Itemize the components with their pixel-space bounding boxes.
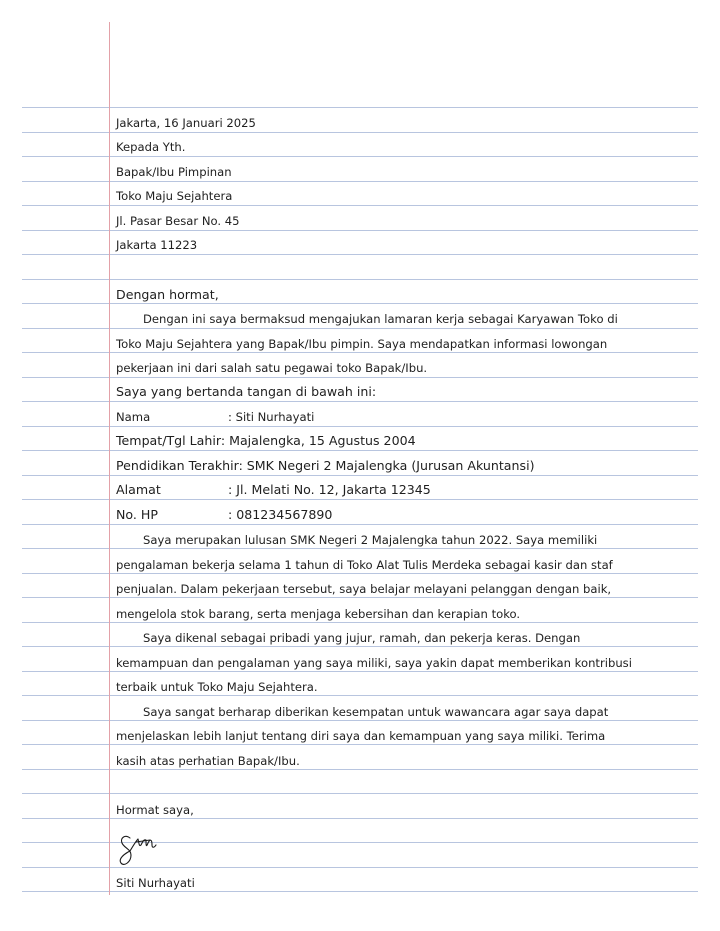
ruled-line	[22, 279, 698, 280]
identity-address-row	[116, 483, 431, 497]
ruled-line	[22, 720, 698, 721]
ruled-line	[22, 401, 698, 402]
recipient-line-5: Jakarta 11223	[116, 238, 198, 252]
opening-line-3: pekerjaan ini dari salah satu pegawai toko Bapak/Ibu.	[116, 361, 428, 375]
character-line-3: terbaik untuk Toko Maju Sejahtera.	[116, 680, 318, 694]
experience-line-3: penjualan. Dalam pekerjaan tersebut, saya belajar melayani pelanggan dengan baik,	[116, 582, 612, 596]
recipient-line-1: Kepada Yth.	[116, 140, 186, 154]
ruled-line	[22, 230, 698, 231]
identity-label: Alamat	[116, 482, 161, 497]
ruled-line	[22, 475, 698, 476]
closing-line-2: menjelaskan lebih lanjut tentang diri saya dan kemampuan yang saya miliki. Terima	[116, 729, 606, 743]
opening-line-1: Dengan ini saya bermaksud mengajukan lamaran kerja sebagai Karyawan Toko di	[143, 312, 618, 326]
identity-label: Pendidikan Terakhir	[116, 458, 239, 473]
ruled-line	[22, 328, 698, 329]
identity-label: Tempat/Tgl Lahir	[116, 433, 221, 448]
ruled-line	[22, 769, 698, 770]
ruled-line	[22, 205, 698, 206]
identity-label: No. HP	[116, 507, 158, 522]
handwritten-signature	[116, 826, 170, 872]
identity-value: : 081234567890	[228, 507, 333, 522]
experience-line-1: Saya merupakan lulusan SMK Negeri 2 Majalengka tahun 2022. Saya memiliki	[143, 533, 598, 547]
ruled-line	[22, 426, 698, 427]
identity-birth-row	[116, 434, 416, 448]
closing-line-1: Saya sangat berharap diberikan kesempatan untuk wawancara agar saya dapat	[143, 705, 609, 719]
greeting: Dengan hormat,	[116, 287, 219, 302]
identity-label: Nama	[116, 410, 151, 424]
sign-off: Hormat saya,	[116, 803, 194, 817]
ruled-line	[22, 107, 698, 108]
character-line-1: Saya dikenal sebagai pribadi yang jujur, ramah, dan pekerja keras. Dengan	[143, 631, 581, 645]
identity-value: : Majalengka, 15 Agustus 2004	[220, 433, 416, 448]
ruled-line	[22, 622, 698, 623]
ruled-line	[22, 352, 698, 353]
place-date: Jakarta, 16 Januari 2025	[116, 116, 256, 130]
recipient-line-4: Jl. Pasar Besar No. 45	[116, 214, 240, 228]
intro-line: Saya yang bertanda tangan di bawah ini:	[116, 384, 377, 399]
ruled-line	[22, 181, 698, 182]
ruled-line	[22, 818, 698, 819]
recipient-line-3: Toko Maju Sejahtera	[116, 189, 233, 203]
ruled-line	[22, 450, 698, 451]
ruled-line	[22, 695, 698, 696]
identity-name-row	[116, 410, 314, 424]
recipient-line-2: Bapak/Ibu Pimpinan	[116, 165, 232, 179]
ruled-line	[22, 377, 698, 378]
ruled-line	[22, 254, 698, 255]
identity-value: : Siti Nurhayati	[228, 410, 315, 424]
experience-line-4: mengelola stok barang, serta menjaga kebersihan dan kerapian toko.	[116, 607, 521, 621]
ruled-line	[22, 793, 698, 794]
identity-phone-row	[116, 508, 332, 522]
red-margin-line	[109, 22, 110, 895]
ruled-line	[22, 891, 698, 892]
signer-name: Siti Nurhayati	[116, 876, 195, 890]
ruled-line	[22, 646, 698, 647]
ruled-line	[22, 524, 698, 525]
closing-line-3: kasih atas perhatian Bapak/Ibu.	[116, 754, 300, 768]
experience-line-2: pengalaman bekerja selama 1 tahun di Toko Alat Tulis Merdeka sebagai kasir dan staf	[116, 558, 613, 572]
character-line-2: kemampuan dan pengalaman yang saya miliki, saya yakin dapat memberikan kontribusi	[116, 656, 632, 670]
ruled-line	[22, 671, 698, 672]
identity-value: : SMK Negeri 2 Majalengka (Jurusan Akuntansi)	[238, 458, 535, 473]
ruled-line	[22, 548, 698, 549]
ruled-line	[22, 499, 698, 500]
opening-line-2: Toko Maju Sejahtera yang Bapak/Ibu pimpin. Saya mendapatkan informasi lowongan	[116, 337, 608, 351]
ruled-line	[22, 573, 698, 574]
ruled-line	[22, 303, 698, 304]
identity-education-row	[116, 459, 534, 473]
ruled-line	[22, 156, 698, 157]
identity-value: : Jl. Melati No. 12, Jakarta 12345	[228, 482, 431, 497]
ruled-line	[22, 132, 698, 133]
ruled-line	[22, 744, 698, 745]
ruled-line	[22, 597, 698, 598]
